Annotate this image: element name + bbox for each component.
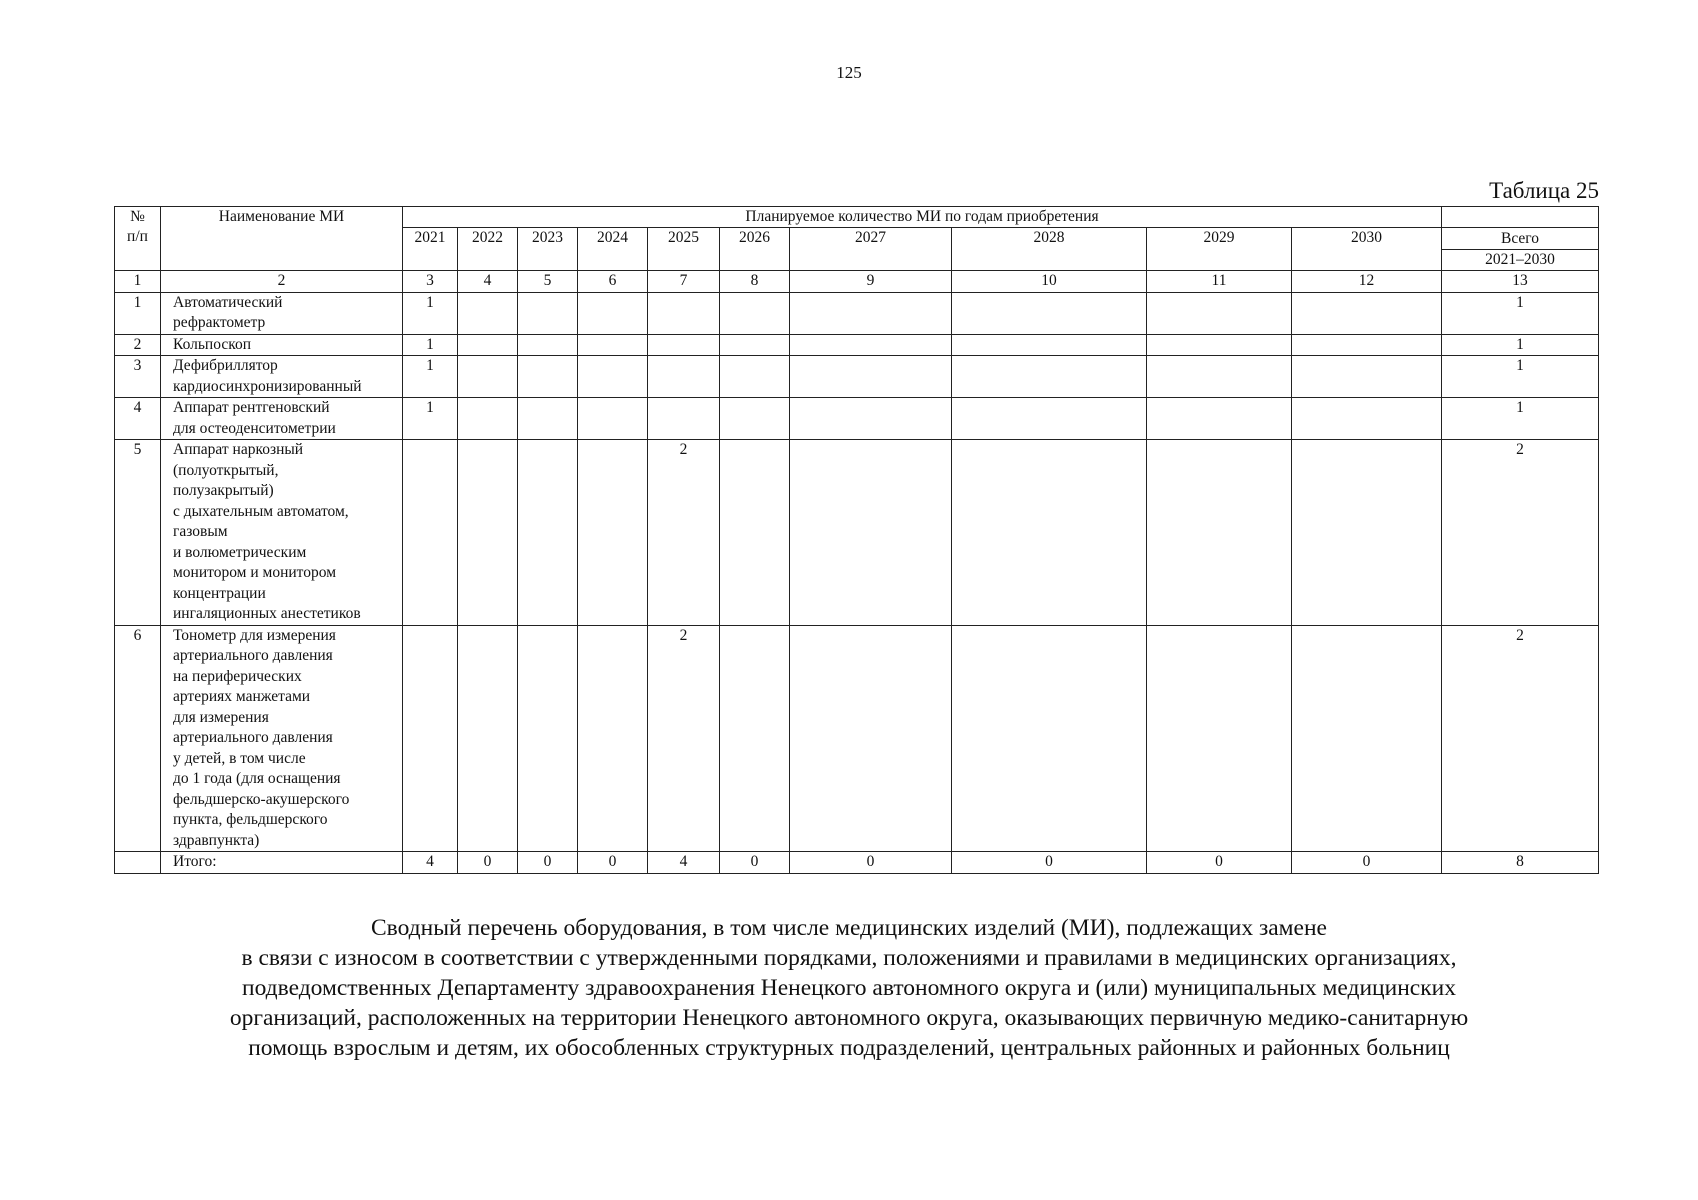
row-name: Кольпоскоп [161,334,403,356]
header-year: 2027 [790,228,952,271]
header-num: № п/п [115,207,161,271]
header-year: 2021 [403,228,458,271]
row-total: 1 [1442,356,1599,398]
column-number: 2 [161,271,403,293]
row-number: 1 [115,292,161,334]
summary-line: помощь взрослым и детям, их обособленных структурных подразделений, центральных районных и районных больниц [248,1035,1450,1061]
row-value [952,625,1147,852]
column-number: 11 [1147,271,1292,293]
summary-title [60,913,1638,1063]
row-value [790,625,952,852]
totals-value: 4 [648,852,720,874]
row-name: Аппарат наркозный (полуоткрытый, полузакрытый) с дыхательным автоматом, газовым и волюметрическим монитором и монитором концентрации ингаляционных анестетиков [161,440,403,626]
header-year: 2029 [1147,228,1292,271]
header-name: Наименование МИ [161,207,403,271]
table-row [115,292,1599,334]
row-value [952,292,1147,334]
summary-line: подведомственных Департаменту здравоохранения Ненецкого автономного округа и (или) муниципальных медицинских [242,975,1456,1001]
row-value [403,440,458,626]
column-number: 6 [578,271,648,293]
row-value [458,625,518,852]
column-number: 12 [1292,271,1442,293]
row-value [790,356,952,398]
header-total-label: Всего [1442,229,1598,250]
totals-value: 4 [403,852,458,874]
header-year: 2030 [1292,228,1442,271]
row-value: 2 [648,440,720,626]
row-value [720,625,790,852]
header-total-range: 2021–2030 [1485,251,1555,268]
row-number: 6 [115,625,161,852]
totals-empty [115,852,161,874]
row-value [1147,398,1292,440]
row-value [952,356,1147,398]
row-number: 4 [115,398,161,440]
row-name: Тонометр для измерения артериального давления на периферических артериях манжетами для измерения артериального давления у детей, в том числе до 1 года (для оснащения фельдшерско-акушерского пункта, фельдшерского здравпункта) [161,625,403,852]
header-year: 2025 [648,228,720,271]
row-value [578,625,648,852]
row-total: 1 [1442,398,1599,440]
row-total: 2 [1442,625,1599,852]
row-value [1292,398,1442,440]
row-value [518,292,578,334]
row-value [1292,440,1442,626]
totals-row [115,852,1599,874]
row-name: Автоматический рефрактометр [161,292,403,334]
header-year: 2023 [518,228,578,271]
header-year: 2022 [458,228,518,271]
row-value: 1 [403,334,458,356]
table-row [115,625,1599,852]
totals-value: 0 [518,852,578,874]
column-number: 4 [458,271,518,293]
row-value [720,356,790,398]
mi-table [114,206,1599,874]
row-value: 1 [403,356,458,398]
row-value [648,356,720,398]
row-value [458,440,518,626]
row-value [518,334,578,356]
row-value [720,334,790,356]
row-value [1292,334,1442,356]
table-row [115,440,1599,626]
row-value [518,356,578,398]
row-value [952,440,1147,626]
row-name: Аппарат рентгеновский для остеоденситометрии [161,398,403,440]
header-row [115,207,1599,228]
row-total: 2 [1442,440,1599,626]
summary-line: в связи с износом в соответствии с утвержденными порядками, положениями и правилами в медицинских организациях, [241,945,1457,971]
row-name: Дефибриллятор кардиосинхронизированный [161,356,403,398]
header-year: 2028 [952,228,1147,271]
totals-value: 0 [1147,852,1292,874]
row-value [1147,440,1292,626]
column-number: 5 [518,271,578,293]
row-value [458,356,518,398]
row-value [648,398,720,440]
row-value [790,334,952,356]
totals-value: 0 [720,852,790,874]
row-value [578,334,648,356]
totals-value: 0 [1292,852,1442,874]
totals-grand: 8 [1442,852,1599,874]
row-value: 1 [403,398,458,440]
header-corner [1442,207,1599,228]
row-value [952,398,1147,440]
row-value [518,440,578,626]
table-row [115,356,1599,398]
row-value [1292,292,1442,334]
header-planned: Планируемое количество МИ по годам приобретения [403,207,1442,228]
totals-value: 0 [458,852,518,874]
column-number-row [115,271,1599,293]
page-number: 125 [836,63,862,82]
row-number: 2 [115,334,161,356]
row-value [1147,356,1292,398]
row-value [578,292,648,334]
column-number: 3 [403,271,458,293]
row-value [1147,625,1292,852]
totals-value: 0 [578,852,648,874]
column-number: 7 [648,271,720,293]
row-value [458,334,518,356]
totals-label: Итого: [161,852,403,874]
row-value [790,440,952,626]
row-value [458,292,518,334]
row-value [458,398,518,440]
row-value [578,440,648,626]
row-value [1147,334,1292,356]
row-value [403,625,458,852]
row-value [1147,292,1292,334]
row-total: 1 [1442,334,1599,356]
totals-value: 0 [952,852,1147,874]
table-row [115,398,1599,440]
row-number: 3 [115,356,161,398]
totals-value: 0 [790,852,952,874]
column-number: 9 [790,271,952,293]
column-number: 8 [720,271,790,293]
summary-line: организаций, расположенных на территории Ненецкого автономного округа, оказывающих первичную медико-санитарную [229,1005,1469,1031]
row-value [790,398,952,440]
row-value [790,292,952,334]
row-value [578,356,648,398]
row-number: 5 [115,440,161,626]
column-number: 13 [1442,271,1599,293]
row-value [952,334,1147,356]
summary-line: Сводный перечень оборудования, в том числе медицинских изделий (МИ), подлежащих замене [370,915,1327,941]
row-value [1292,356,1442,398]
row-value: 2 [648,625,720,852]
row-value [518,398,578,440]
table-row [115,334,1599,356]
row-value: 1 [403,292,458,334]
header-year: 2026 [720,228,790,271]
table-label: Таблица 25 [1489,178,1599,203]
row-value [648,334,720,356]
row-value [578,398,648,440]
row-value [720,292,790,334]
column-number: 10 [952,271,1147,293]
row-total: 1 [1442,292,1599,334]
row-value [720,398,790,440]
row-value [1292,625,1442,852]
row-value [720,440,790,626]
row-value [648,292,720,334]
header-total [1442,228,1599,271]
row-value [518,625,578,852]
header-year: 2024 [578,228,648,271]
column-number: 1 [115,271,161,293]
